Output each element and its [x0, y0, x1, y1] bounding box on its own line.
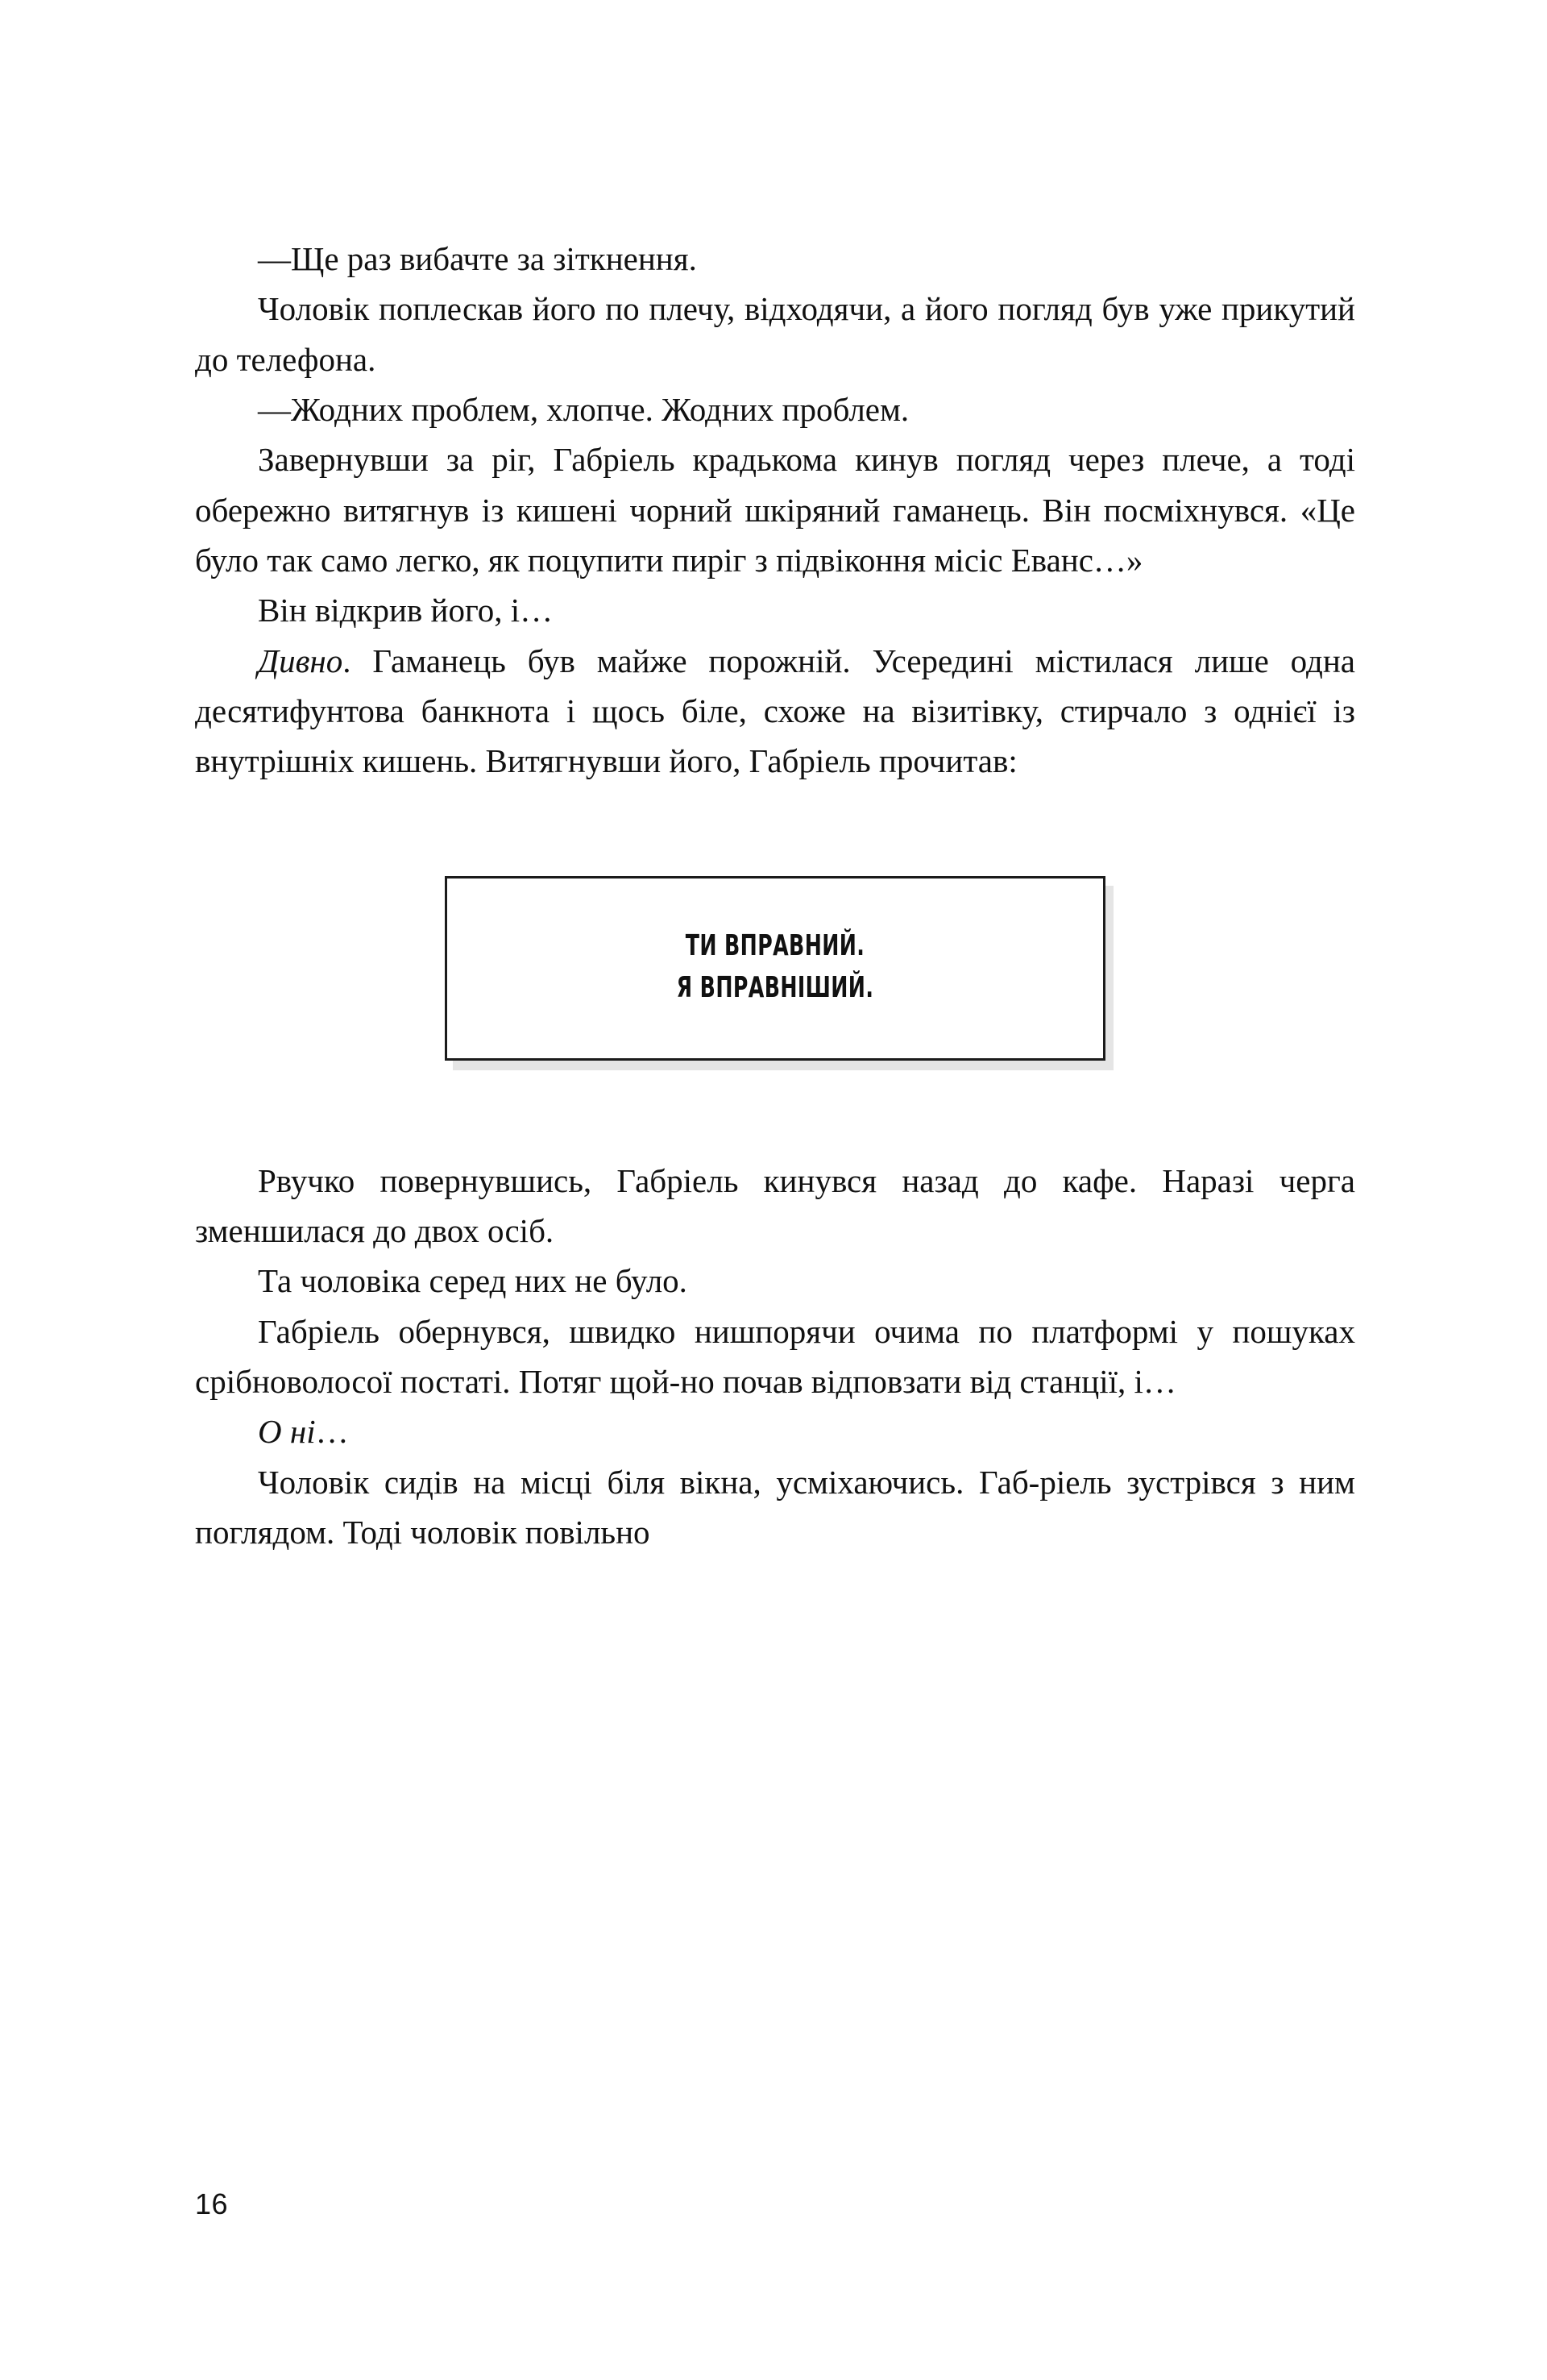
paragraph-oh-no — [195, 1406, 1355, 1456]
note-card-container — [195, 876, 1355, 1060]
paragraph-strange — [195, 636, 1355, 787]
paragraph-pat-on-shoulder: Чоловік поплескав його по плечу, відходячи, а його погляд був уже прикутий до телефона. — [195, 290, 1355, 378]
business-card-note — [445, 876, 1105, 1060]
paragraph-ran-back: Рвучко повернувшись, Габріель кинувся назад до кафе. Наразі черга зменшилася до двох осіб. — [195, 1161, 1355, 1249]
paragraph-oh-no-rest: … — [315, 1413, 349, 1451]
paragraph-man-by-window: Чоловік сидів на місці біля вікна, усміхаючись. Габ-ріель зустрівся з ним поглядом. Тоді чоловік повільно — [195, 1463, 1355, 1551]
note-line-one: ТИ ВПРАВНИЙ. — [685, 929, 865, 963]
page-text-column — [195, 234, 1355, 1565]
paragraph-opened-it: Він відкрив його, і… — [258, 592, 554, 629]
paragraph-strange-rest: . Гаманець був майже порожній. Усередині містилася лише одна десятифунтова банкнота і щось біле, схоже на візитівку, стирчало з однієї із внутрішніх кишень. Витягнувши його, Габріель прочитав: — [195, 642, 1355, 780]
paragraph-no-problem: —Жодних проблем, хлопче. Жодних проблем. — [258, 390, 910, 428]
paragraph-searching-platform: Габріель обернувся, швидко нишпорячи очима по платформі у пошуках срібноволосої постаті. Потяг щой-но почав відповзати від станції, і… — [195, 1312, 1355, 1400]
paragraph-man-absent: Та чоловіка серед них не було. — [258, 1262, 687, 1300]
page-number: 16 — [195, 2187, 229, 2220]
italic-word-strange: Дивно — [258, 642, 343, 679]
bottom-spacer — [195, 1557, 1355, 1565]
italic-words-oh-no: О ні — [258, 1413, 316, 1451]
note-line-two: Я ВПРАВНІШИЙ. — [676, 970, 874, 1004]
paragraph-wallet: Завернувши за ріг, Габріель крадькома кинув погляд через плече, а тоді обережно витягнув із кишені чорний шкіряний гаманець. Він посміхнувся. «Це було так само легко, як поцупити пиріг з підвіконня місіс Еванс…» — [195, 441, 1355, 579]
paragraph-apology: —Ще раз вибачте за зіткнення. — [258, 240, 697, 277]
